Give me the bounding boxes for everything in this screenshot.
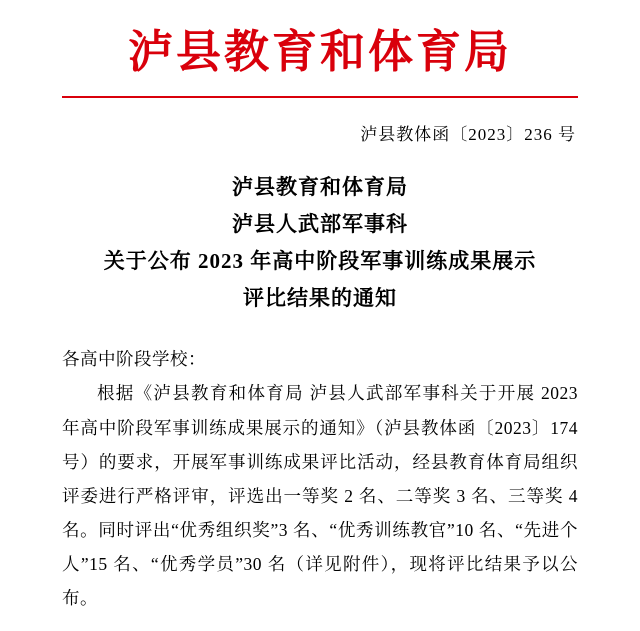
document-body: [62, 342, 578, 615]
masthead: [62, 0, 578, 98]
document-number: 泸县教体函〔2023〕236 号: [360, 125, 576, 145]
title-line-1: 泸县教育和体育局: [232, 175, 408, 200]
title-line-2: 泸县人武部军事科: [232, 212, 408, 236]
body-paragraph-1: 根据《泸县教育和体育局 泸县人武部军事科关于开展 2023 年高中阶段军事训练成果展示的通知》（泸县教体函〔2023〕174 号）的要求，开展军事训练成果评比活动，经县教育体育局组织评委进行严格评审，评选出一等奖 2 名、二等奖 3 名、三等奖 4 名。同时评出“优秀组织奖”3 名、“优秀训练教官”10 名、“先进个人”15 名、“优秀学员”30 名（详见附件），现将评比结果予以公布。: [62, 383, 578, 609]
masthead-red-rule: [62, 96, 578, 98]
title-line-3: 关于公布 2023 年高中阶段军事训练成果展示: [103, 248, 537, 273]
title-line-4: 评比结果的通知: [243, 285, 397, 310]
document-number-row: [62, 120, 578, 145]
salutation: 各高中阶段学校：: [62, 349, 206, 370]
document-title-block: [62, 169, 578, 316]
issuing-authority-title: 泸县教育和体育局: [127, 27, 512, 77]
